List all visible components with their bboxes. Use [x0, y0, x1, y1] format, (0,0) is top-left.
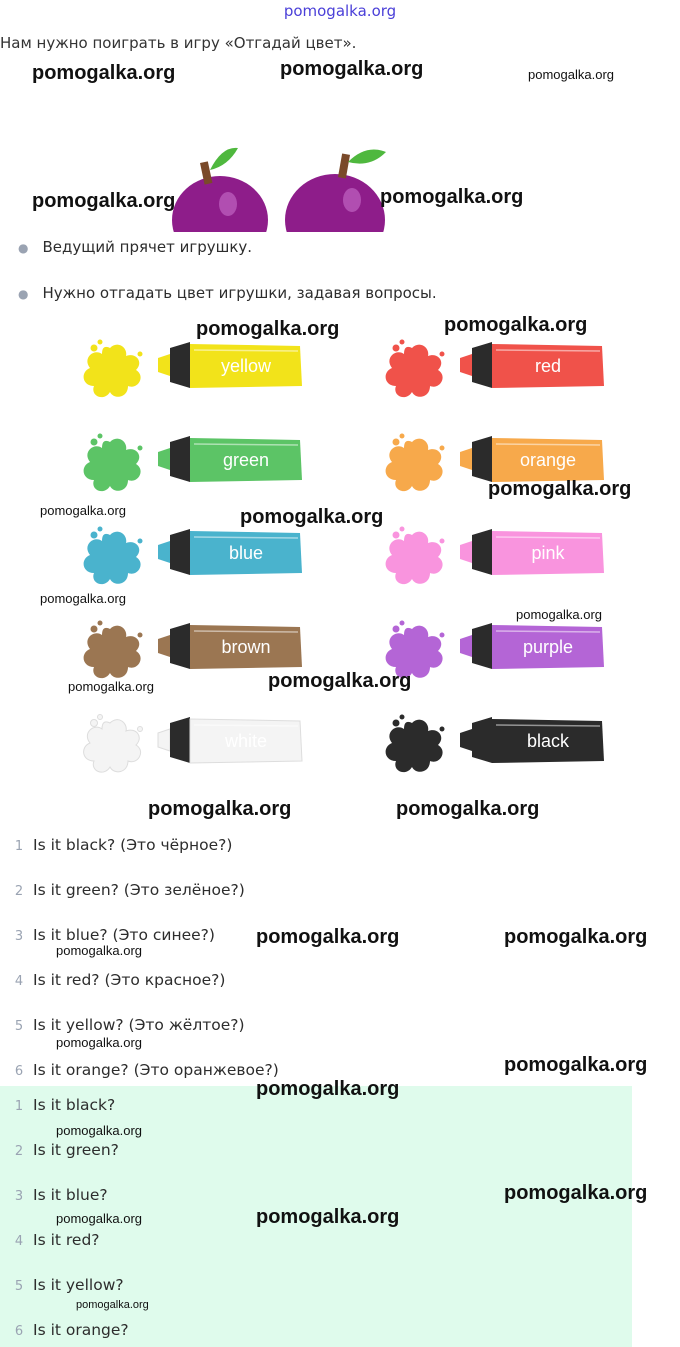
- answer-text: Is it black?: [33, 1096, 116, 1114]
- question-item: [0, 926, 215, 944]
- bullet-text: Ведущий прячет игрушку.: [42, 238, 253, 256]
- answer-number: 6: [14, 1324, 24, 1339]
- plum-left: [172, 148, 268, 232]
- paint-splash-icon: [84, 621, 143, 679]
- marker-label: pink: [531, 543, 565, 563]
- color-card: [372, 332, 622, 402]
- marker-label: red: [534, 356, 562, 376]
- paint-splash-icon: [386, 340, 445, 398]
- question-text: Is it orange? (Это оранжевое?): [33, 1061, 279, 1079]
- question-number: 6: [14, 1064, 24, 1079]
- watermark: pomogalka.org: [56, 943, 142, 958]
- answer-item: [0, 1141, 119, 1159]
- question-item: [0, 1016, 245, 1034]
- color-card: [70, 332, 320, 402]
- question-text: Is it blue? (Это синее?): [33, 926, 215, 944]
- answer-number: 2: [14, 1144, 24, 1159]
- watermark: pomogalka.org: [528, 67, 614, 82]
- question-item: [0, 971, 225, 989]
- watermark: pomogalka.org: [56, 1123, 142, 1138]
- watermark: pomogalka.org: [196, 318, 340, 340]
- question-text: Is it red? (Это красное?): [33, 971, 226, 989]
- question-text: Is it green? (Это зелёное?): [33, 881, 245, 899]
- watermark: pomogalka.org: [268, 670, 412, 692]
- watermark: pomogalka.org: [32, 62, 176, 84]
- bullet-item: [18, 284, 437, 302]
- question-item: [0, 881, 245, 899]
- marker-label: yellow: [220, 356, 272, 376]
- answer-text: Is it green?: [33, 1141, 119, 1159]
- paint-splash-icon: [84, 434, 143, 492]
- paint-splash-icon: [386, 527, 445, 585]
- answer-item: [0, 1096, 115, 1114]
- question-number: 4: [14, 974, 24, 989]
- color-card: [70, 707, 320, 777]
- watermark: pomogalka.org: [148, 798, 292, 820]
- marker-label: green: [222, 450, 270, 470]
- watermark: pomogalka.org: [40, 503, 126, 518]
- watermark: pomogalka.org: [56, 1211, 142, 1226]
- bullet-item: [18, 238, 252, 256]
- watermark: pomogalka.org: [380, 186, 524, 208]
- watermark: pomogalka.org: [68, 679, 154, 694]
- watermark: pomogalka.org: [504, 1182, 648, 1204]
- answer-text: Is it blue?: [33, 1186, 108, 1204]
- intro-text: Нам нужно поиграть в игру «Отгадай цвет».: [0, 34, 357, 52]
- answer-text: Is it orange?: [33, 1321, 129, 1339]
- highlighter-marker-icon: [460, 342, 604, 388]
- marker-label: purple: [522, 637, 574, 657]
- paint-splash-icon: [84, 527, 143, 585]
- answer-number: 1: [14, 1099, 24, 1114]
- color-card: [70, 519, 320, 589]
- question-item: [0, 836, 232, 854]
- question-number: 2: [14, 884, 24, 899]
- marker-label: blue: [228, 543, 264, 563]
- watermark: pomogalka.org: [396, 798, 540, 820]
- question-number: 5: [14, 1019, 24, 1034]
- answer-item: [0, 1186, 108, 1204]
- paint-splash-icon: [386, 715, 445, 773]
- marker-label: white: [224, 731, 268, 751]
- watermark: pomogalka.org: [32, 190, 176, 212]
- question-item: [0, 1061, 279, 1079]
- watermark: pomogalka.org: [256, 1078, 400, 1100]
- watermark: pomogalka.org: [488, 478, 632, 500]
- question-text: Is it black? (Это чёрное?): [33, 836, 233, 854]
- watermark: pomogalka.org: [56, 1035, 142, 1050]
- answer-number: 3: [14, 1189, 24, 1204]
- watermark: pomogalka.org: [240, 506, 384, 528]
- bullet-text: Нужно отгадать цвет игрушки, задавая вопросы.: [42, 284, 437, 302]
- watermark: pomogalka.org: [504, 1054, 648, 1076]
- question-text: Is it yellow? (Это жёлтое?): [33, 1016, 245, 1034]
- question-number: 3: [14, 929, 24, 944]
- color-card: [70, 426, 320, 496]
- answer-item: [0, 1321, 129, 1339]
- watermark: pomogalka.org: [256, 926, 400, 948]
- answer-text: Is it red?: [33, 1231, 100, 1249]
- marker-label: orange: [519, 450, 577, 470]
- watermark: pomogalka.org: [256, 1206, 400, 1228]
- watermark: pomogalka.org: [444, 314, 588, 336]
- watermark: pomogalka.org: [76, 1299, 149, 1311]
- paint-splash-icon: [84, 340, 143, 398]
- watermark: pomogalka.org: [504, 926, 648, 948]
- answer-number: 5: [14, 1279, 24, 1294]
- watermark: pomogalka.org: [280, 58, 424, 80]
- color-card: [372, 707, 622, 777]
- watermark: pomogalka.org: [516, 607, 602, 622]
- site-link[interactable]: pomogalka.org: [283, 2, 397, 20]
- watermark: pomogalka.org: [40, 591, 126, 606]
- color-grid: [0, 320, 680, 790]
- bullet-dot-icon: ●: [18, 241, 29, 255]
- bullet-dot-icon: ●: [18, 287, 29, 301]
- answer-item: [0, 1231, 100, 1249]
- plum-right: [285, 150, 386, 232]
- question-number: 1: [14, 839, 24, 854]
- color-card: [372, 519, 622, 589]
- answer-text: Is it yellow?: [33, 1276, 124, 1294]
- answer-item: [0, 1276, 124, 1294]
- answer-number: 4: [14, 1234, 24, 1249]
- marker-label: brown: [221, 637, 271, 657]
- paint-splash-icon: [84, 715, 143, 773]
- marker-label: black: [526, 731, 570, 751]
- paint-splash-icon: [386, 434, 445, 492]
